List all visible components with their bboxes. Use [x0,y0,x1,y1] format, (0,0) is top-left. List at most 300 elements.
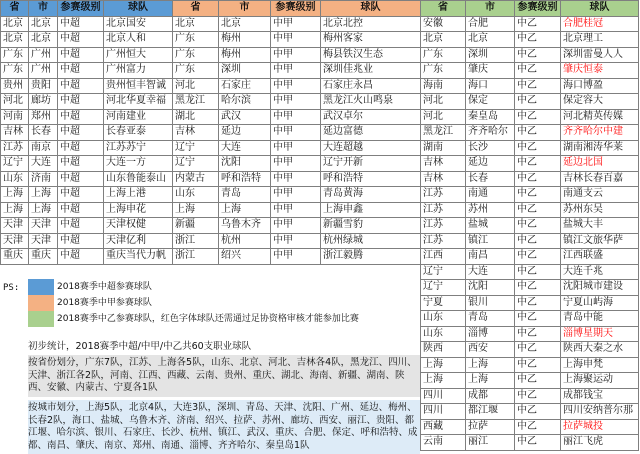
city-cell: 上海 [466,373,515,389]
province-cell: 北京 [173,16,219,32]
city-cell: 呼和浩特 [219,171,271,187]
table-row [421,63,639,79]
table-row [421,264,639,280]
team-cell: 北京北控 [321,16,421,32]
level-cell: 中乙 [515,264,561,280]
province-cell: 广东 [173,63,219,79]
table-row [421,233,639,249]
province-cell: 宁夏 [421,295,466,311]
city-cell: 北京 [29,16,58,32]
province-cell: 吉林 [421,156,466,172]
table-row [1,218,173,234]
level-cell: 中超 [58,233,104,249]
city-cell: 青岛 [466,311,515,327]
city-cell: 深圳 [466,47,515,63]
table-row [173,233,421,249]
province-cell: 河北 [1,94,29,110]
team-cell: 大连千兆 [561,264,639,280]
city-cell: 上海 [466,357,515,373]
table-row [173,171,421,187]
header-province: 省 [421,1,466,17]
level-cell: 中乙 [515,435,561,451]
level-cell: 中乙 [515,94,561,110]
table-row [1,32,173,48]
level-cell: 中超 [58,249,104,265]
table-row [421,109,639,125]
table-row [1,156,173,172]
province-cell: 北京 [1,32,29,48]
team-cell: 大连一方 [104,156,173,172]
level-cell: 中超 [58,125,104,141]
city-cell: 重庆 [29,249,58,265]
level-cell: 中甲 [271,156,321,172]
level-cell: 中乙 [515,16,561,32]
team-cell: 青岛中能 [561,311,639,327]
stats-by-province: 按省份划分，广东7队，江苏、上海各5队，山东、北京、河北、吉林各4队，黑龙江、四川、天津、浙江各2队，河南、江西、西藏、云南、贵州、重庆、湖北、海南、新疆、湖南、陕西、安徽、内蒙古、宁夏各1队 [28,355,420,397]
city-cell: 肇庆 [466,63,515,79]
ps-label: PS: [3,283,20,293]
table-row [173,78,421,94]
city-cell: 银川 [466,295,515,311]
province-cell: 山东 [173,187,219,203]
province-cell: 海南 [421,78,466,94]
city-cell: 苏州 [466,202,515,218]
city-cell: 海口 [466,78,515,94]
table-row [173,94,421,110]
city-cell: 杭州 [219,233,271,249]
table-row [1,109,173,125]
header-level: 参赛级别 [515,1,561,17]
stats-by-city: 按城市划分，上海5队，北京4队，大连3队，深圳、青岛、天津、沈阳、广州、延边、梅州、长春2队，海口、盐城、乌鲁木齐、济南、绍兴、拉萨、苏州、廊坊、西安、丽江、贵阳、都江堰、哈尔滨、银川、石家庄、长沙、杭州、镇江、武汉、重庆、合肥、保定、呼和浩特、成都、南昌、肇庆、南京、郑州、南通、淄博、齐齐哈尔、秦皇岛1队 [28,400,420,454]
level-cell: 中甲 [271,78,321,94]
province-cell: 天津 [1,218,29,234]
legend-swatch-green [28,311,54,327]
team-cell: 河北精英传媒 [561,109,639,125]
city-cell: 上海 [29,187,58,203]
level-cell: 中乙 [515,357,561,373]
table-row [1,125,173,141]
team-cell: 浙江毅腾 [321,249,421,265]
city-cell: 盐城 [466,218,515,234]
province-cell: 重庆 [1,249,29,265]
province-cell: 安徽 [421,16,466,32]
city-cell: 成都 [466,388,515,404]
table-row [173,125,421,141]
team-cell: 沈阳城市建设 [561,280,639,296]
level-cell: 中乙 [515,311,561,327]
second-league-table [420,0,639,451]
table-row [173,63,421,79]
table-row [173,109,421,125]
table-row [421,202,639,218]
level-cell: 中乙 [515,218,561,234]
city-cell: 延边 [466,156,515,172]
province-cell: 山东 [421,311,466,327]
team-cell: 石家庄永昌 [321,78,421,94]
table-row [421,388,639,404]
table-row [173,202,421,218]
header-team: 球队 [104,1,173,17]
table-row [421,140,639,156]
province-cell: 广东 [421,47,466,63]
city-cell: 青岛 [219,187,271,203]
team-cell: 上海聚运动 [561,373,639,389]
province-cell: 贵州 [1,78,29,94]
level-cell: 中甲 [271,140,321,156]
team-cell: 上海申花 [104,202,173,218]
level-cell: 中乙 [515,280,561,296]
level-cell: 中乙 [515,326,561,342]
level-cell: 中超 [58,109,104,125]
province-cell: 辽宁 [173,156,219,172]
table-row [173,16,421,32]
team-cell: 上海申鑫 [321,202,421,218]
team-cell: 广州富力 [104,63,173,79]
legend-swatch-orange [28,295,54,311]
level-cell: 中甲 [271,16,321,32]
legend-second [28,311,408,327]
table-row [421,280,639,296]
table-row [173,218,421,234]
team-cell: 天津权健 [104,218,173,234]
team-cell: 广州恒大 [104,47,173,63]
city-cell: 梅州 [219,47,271,63]
province-cell: 湖南 [421,140,466,156]
province-cell: 上海 [1,202,29,218]
team-cell: 北京理工 [561,32,639,48]
table-row [1,233,173,249]
level-cell: 中超 [58,47,104,63]
team-cell: 大连超越 [321,140,421,156]
team-cell: 青岛黄海 [321,187,421,203]
province-cell: 河北 [421,94,466,110]
province-cell: 四川 [421,404,466,420]
level-cell: 中甲 [271,171,321,187]
province-cell: 云南 [421,435,466,451]
table-row [421,249,639,265]
team-cell: 北京人和 [104,32,173,48]
city-cell: 北京 [219,16,271,32]
province-cell: 辽宁 [421,280,466,296]
province-cell: 天津 [1,233,29,249]
header-city: 市 [219,1,271,17]
level-cell: 中乙 [515,187,561,203]
table-row [421,342,639,358]
level-cell: 中乙 [515,373,561,389]
level-cell: 中超 [58,140,104,156]
level-cell: 中乙 [515,295,561,311]
province-cell: 江苏 [421,233,466,249]
province-cell: 广东 [421,63,466,79]
table-row [421,47,639,63]
province-cell: 湖北 [173,109,219,125]
province-cell: 广东 [173,47,219,63]
team-cell: 盐城大丰 [561,218,639,234]
header-city: 市 [29,1,58,17]
province-cell: 吉林 [173,125,219,141]
province-cell: 辽宁 [1,156,29,172]
table-row [421,171,639,187]
city-cell: 都江堰 [466,404,515,420]
province-cell: 上海 [421,373,466,389]
level-cell: 中乙 [515,32,561,48]
team-cell: 深圳佳兆业 [321,63,421,79]
table-row [1,140,173,156]
city-cell: 延边 [219,125,271,141]
city-cell: 廊坊 [29,94,58,110]
city-cell: 沈阳 [219,156,271,172]
team-cell: 丽江飞虎 [561,435,639,451]
table-row [1,47,173,63]
table-row [1,94,173,110]
team-cell: 深圳雷曼人人 [561,47,639,63]
province-cell: 四川 [421,388,466,404]
table-row [421,311,639,327]
city-cell: 天津 [29,218,58,234]
level-cell: 中超 [58,63,104,79]
team-cell: 拉萨城投 [561,419,639,435]
table-row [421,78,639,94]
level-cell: 中乙 [515,47,561,63]
city-cell: 郑州 [29,109,58,125]
team-cell: 呼和浩特 [321,171,421,187]
team-cell: 苏州东吴 [561,202,639,218]
city-cell: 秦皇岛 [466,109,515,125]
province-cell: 山东 [421,326,466,342]
city-cell: 齐齐哈尔 [466,125,515,141]
team-cell: 肇庆恒泰 [561,63,639,79]
level-cell: 中甲 [271,218,321,234]
city-cell: 梅州 [219,32,271,48]
province-cell: 浙江 [173,249,219,265]
province-cell: 河北 [173,78,219,94]
city-cell: 深圳 [219,63,271,79]
team-cell: 宁夏山屿海 [561,295,639,311]
team-cell: 河北华夏幸福 [104,94,173,110]
province-cell: 浙江 [173,233,219,249]
team-cell: 上海申梵 [561,357,639,373]
team-cell: 齐齐哈尔中建 [561,125,639,141]
header-city: 市 [466,1,515,17]
province-cell: 上海 [173,202,219,218]
level-cell: 中乙 [515,233,561,249]
team-cell: 河南建业 [104,109,173,125]
team-cell: 成都钱宝 [561,388,639,404]
province-cell: 江苏 [1,140,29,156]
team-cell: 梅州客家 [321,32,421,48]
legend-super-label: 2018赛季中超参赛球队 [57,282,152,292]
level-cell: 中乙 [515,156,561,172]
level-cell: 中超 [58,78,104,94]
header-team: 球队 [561,1,639,17]
province-cell: 江苏 [421,187,466,203]
city-cell: 北京 [466,32,515,48]
team-cell: 上海上港 [104,187,173,203]
city-cell: 大连 [29,156,58,172]
province-cell: 新疆 [173,218,219,234]
city-cell: 武汉 [219,109,271,125]
team-cell: 吉林长春百嘉 [561,171,639,187]
province-cell: 河南 [1,109,29,125]
table-row [421,326,639,342]
city-cell: 济南 [29,171,58,187]
level-cell: 中超 [58,156,104,172]
table-row [1,78,173,94]
level-cell: 中甲 [271,202,321,218]
table-row [421,187,639,203]
header-team: 球队 [321,1,421,17]
level-cell: 中乙 [515,342,561,358]
table-row [421,218,639,234]
team-cell: 湖南湘涛华莱 [561,140,639,156]
level-cell: 中甲 [271,63,321,79]
level-cell: 中超 [58,16,104,32]
table-row [421,156,639,172]
legend-first [28,295,408,311]
table-row [1,63,173,79]
level-cell: 中乙 [515,388,561,404]
level-cell: 中超 [58,218,104,234]
city-cell: 南昌 [466,249,515,265]
table-row [1,187,173,203]
province-cell: 北京 [1,16,29,32]
level-cell: 中甲 [271,125,321,141]
city-cell: 长春 [29,125,58,141]
city-cell: 天津 [29,233,58,249]
level-cell: 中乙 [515,202,561,218]
province-cell: 广东 [173,32,219,48]
city-cell: 哈尔滨 [219,94,271,110]
team-cell: 杭州绿城 [321,233,421,249]
province-cell: 吉林 [421,171,466,187]
province-cell: 江西 [421,249,466,265]
level-cell: 中乙 [515,249,561,265]
team-cell: 黑龙江火山鸣泉 [321,94,421,110]
city-cell: 镇江 [466,233,515,249]
team-cell: 山东鲁能泰山 [104,171,173,187]
table-row [173,187,421,203]
team-cell: 重庆当代力帆 [104,249,173,265]
table-row [421,357,639,373]
header-province: 省 [173,1,219,17]
team-cell: 陕西大秦之水 [561,342,639,358]
city-cell: 贵阳 [29,78,58,94]
province-cell: 广东 [1,47,29,63]
province-cell: 西藏 [421,419,466,435]
super-league-table [0,0,173,265]
team-cell: 江苏苏宁 [104,140,173,156]
city-cell: 广州 [29,63,58,79]
level-cell: 中超 [58,202,104,218]
header-province: 省 [1,1,29,17]
province-cell: 上海 [1,187,29,203]
province-cell: 江苏 [421,202,466,218]
level-cell: 中超 [58,171,104,187]
table-row [421,16,639,32]
level-cell: 中乙 [515,171,561,187]
province-cell: 辽宁 [173,140,219,156]
legend-second-label: 2018赛季中乙参赛球队，红色字体球队还需通过足协资格审核才能参加比赛 [57,314,359,324]
level-cell: 中乙 [515,63,561,79]
level-cell: 中超 [58,32,104,48]
level-cell: 中乙 [515,125,561,141]
level-cell: 中甲 [271,249,321,265]
team-cell: 北京国安 [104,16,173,32]
level-cell: 中超 [58,94,104,110]
stats-summary: 初步统计，2018赛季中超/中甲/中乙共60支职业球队 [28,341,252,352]
legend-super [28,279,408,295]
table-row [421,419,639,435]
city-cell: 大连 [466,264,515,280]
team-cell: 武汉卓尔 [321,109,421,125]
legend-first-label: 2018赛季中甲参赛球队 [57,298,152,308]
table-row [1,16,173,32]
table-row [421,94,639,110]
province-cell: 黑龙江 [421,125,466,141]
city-cell: 丽江 [466,435,515,451]
province-cell: 广东 [1,63,29,79]
level-cell: 中甲 [271,47,321,63]
city-cell: 西安 [466,342,515,358]
team-cell: 四川安纳普尔那 [561,404,639,420]
city-cell: 合肥 [466,16,515,32]
team-cell: 合肥桂冠 [561,16,639,32]
table-row [173,47,421,63]
table-row [421,125,639,141]
table-row [173,249,421,265]
table-row [173,140,421,156]
level-cell: 中乙 [515,404,561,420]
province-cell: 山东 [1,171,29,187]
team-cell: 江西联盛 [561,249,639,265]
level-cell: 中乙 [515,109,561,125]
team-cell: 天津亿利 [104,233,173,249]
level-cell: 中超 [58,187,104,203]
table-row [421,32,639,48]
city-cell: 大连 [219,140,271,156]
city-cell: 南通 [466,187,515,203]
province-cell: 吉林 [1,125,29,141]
team-cell: 延边富德 [321,125,421,141]
team-cell: 新疆雪豹 [321,218,421,234]
province-cell: 黑龙江 [173,94,219,110]
header-level: 参赛级别 [58,1,104,17]
level-cell: 中乙 [515,140,561,156]
table-row [421,435,639,451]
city-cell: 保定 [466,94,515,110]
city-cell: 上海 [29,202,58,218]
province-cell: 河北 [421,109,466,125]
team-cell: 海口博盈 [561,78,639,94]
province-cell: 辽宁 [421,264,466,280]
level-cell: 中甲 [271,187,321,203]
team-cell: 淄博星期天 [561,326,639,342]
team-cell: 镇江文旅华萨 [561,233,639,249]
province-cell: 北京 [421,32,466,48]
team-cell: 梅县铁汉生态 [321,47,421,63]
table-row [421,404,639,420]
city-cell: 广州 [29,47,58,63]
city-cell: 长春 [466,171,515,187]
province-cell: 陕西 [421,342,466,358]
level-cell: 中甲 [271,109,321,125]
city-cell: 乌鲁木齐 [219,218,271,234]
team-cell: 延边北国 [561,156,639,172]
city-cell: 绍兴 [219,249,271,265]
team-cell: 贵州恒丰智诚 [104,78,173,94]
table-row [421,295,639,311]
city-cell: 淄博 [466,326,515,342]
